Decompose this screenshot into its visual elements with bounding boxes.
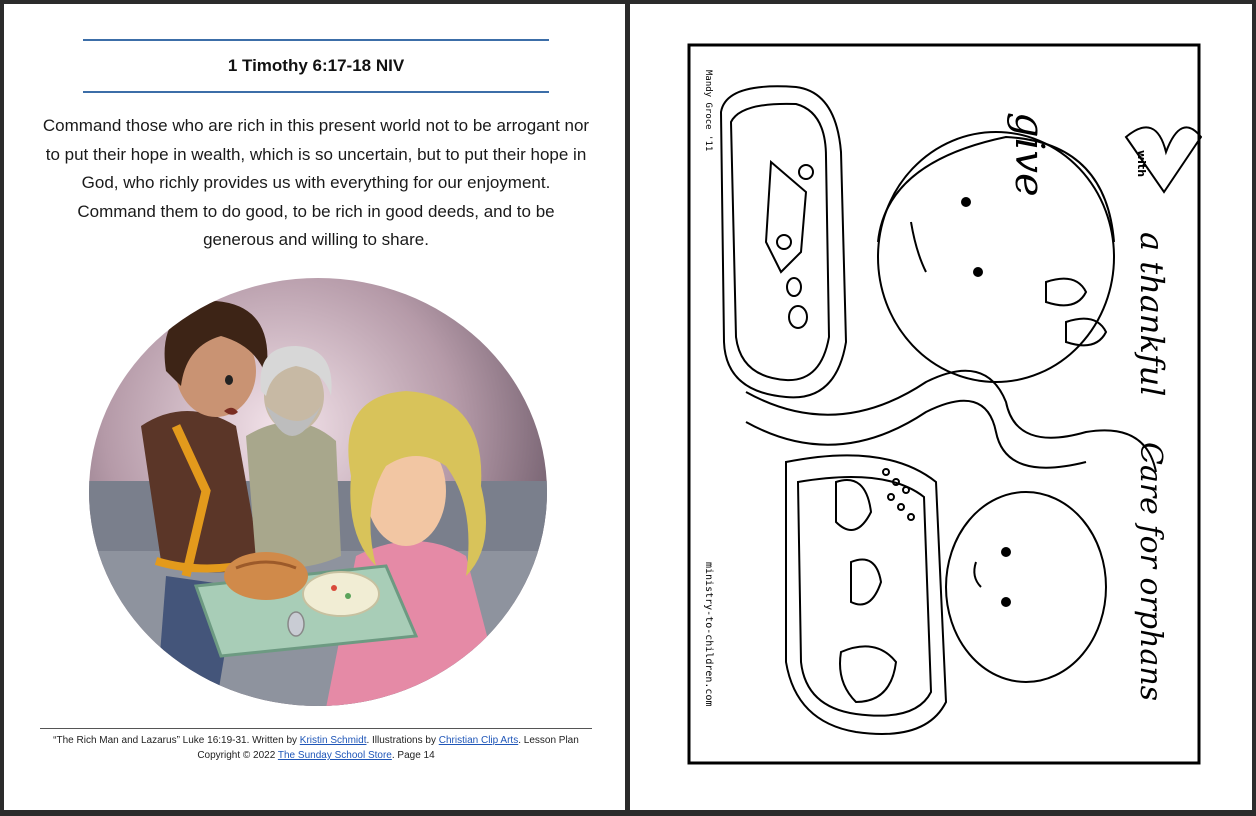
footer-text-1: “The Rich Man and Lazarus” Luke 16:19-31. Written by: [53, 735, 300, 746]
footer-rule: [40, 728, 592, 729]
footer-text-2: . Illustrations by: [366, 735, 439, 746]
left-page: [4, 4, 625, 810]
author-link[interactable]: Kristin Schmidt: [299, 735, 367, 746]
rich-man-and-lazarus-illustration: [86, 276, 550, 708]
caption-give: give: [1006, 112, 1052, 197]
verse-text: Command those who are rich in this present world not to be arrogant nor to put their hope in wealth, which is so uncertain, but to put their hope in God, who richly provides us with everything for our enjoyment. Command them to do good, to be rich in good deeds, and to be generous and willing to share.: [42, 116, 590, 249]
heading-bottom-rule: [83, 91, 549, 93]
heading-top-rule: [83, 39, 549, 41]
caption-thankful-group: [1133, 232, 1171, 396]
footer-text-4: . Page 14: [391, 750, 435, 761]
signature-group: [703, 70, 713, 151]
website-group: [703, 562, 714, 707]
caption-with: with: [1135, 150, 1148, 178]
right-page: [630, 4, 1252, 810]
illustrator-link[interactable]: Christian Clip Arts: [438, 735, 519, 746]
website-caption: ministry-to-children.com: [703, 562, 714, 707]
caption-care-group: [1133, 442, 1168, 701]
caption-care: Care for orphans: [1133, 442, 1168, 702]
footer-text-3: . Lesson Plan Copyright © 2022: [197, 735, 579, 761]
footer: [40, 733, 592, 763]
publisher-link[interactable]: The Sunday School Store: [277, 750, 392, 761]
verse-reference: 1 Timothy 6:17-18 NIV: [227, 56, 405, 75]
coloring-sheet: [686, 42, 1202, 766]
artist-signature: Mandy Groce '11: [703, 70, 713, 152]
caption-give-group: [1006, 112, 1052, 197]
caption-with-group: [1135, 150, 1148, 177]
caption-thankful: a thankful: [1133, 232, 1171, 397]
